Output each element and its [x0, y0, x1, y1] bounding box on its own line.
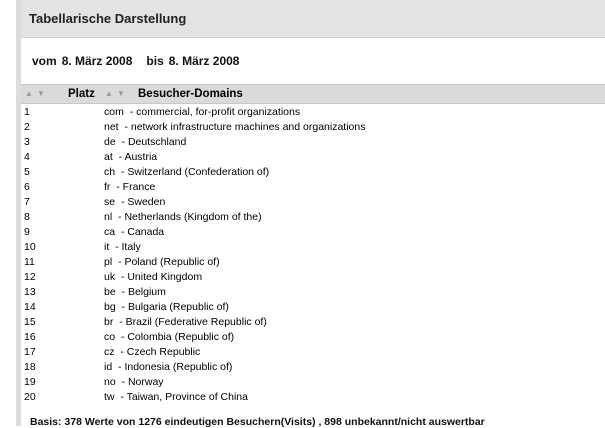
rank-cell: 5	[24, 165, 30, 178]
domains-table	[21, 84, 605, 404]
domain-cell	[101, 209, 605, 224]
table-row	[21, 254, 605, 269]
table-row	[21, 389, 605, 404]
domain-name: - Sweden	[120, 195, 166, 208]
domain-cell	[101, 149, 605, 164]
domain-cell	[101, 374, 605, 389]
domain-code: uk	[104, 270, 116, 283]
arrow-up-icon[interactable]: ▲	[105, 89, 113, 98]
domain-name: - Brazil (Federative Republic of)	[119, 315, 267, 328]
domain-cell	[101, 134, 605, 149]
column-label-rank: Platz	[68, 88, 95, 100]
domain-code: co	[104, 330, 116, 343]
range-from-date: 8. März 2008	[61, 54, 133, 68]
table-row	[21, 119, 605, 134]
domain-code: bg	[104, 300, 116, 313]
table-row	[21, 194, 605, 209]
rank-cell: 8	[24, 210, 30, 223]
domain-cell	[101, 119, 605, 134]
table-row	[21, 224, 605, 239]
arrow-down-icon[interactable]: ▼	[117, 89, 125, 98]
domain-cell	[101, 299, 605, 314]
domain-name: - Colombia (Republic of)	[120, 330, 235, 343]
rank-cell: 6	[24, 180, 30, 193]
domain-name: - commercial, for-profit organizations	[129, 105, 301, 118]
domain-cell	[101, 179, 605, 194]
domain-code: pl	[104, 255, 113, 268]
range-from-label: vom	[32, 54, 57, 68]
rank-cell: 7	[24, 195, 30, 208]
domain-code: com	[104, 105, 124, 118]
domain-code: be	[104, 285, 116, 298]
rank-cell: 10	[24, 240, 36, 253]
domain-name: - Netherlands (Kingdom of the)	[118, 210, 262, 223]
table-header-row	[21, 85, 605, 104]
domain-code: ch	[104, 165, 116, 178]
rank-cell: 20	[24, 390, 36, 403]
domain-name: - Taiwan, Province of China	[120, 390, 248, 403]
domain-name: - Bulgaria (Republic of)	[121, 300, 229, 313]
rank-cell: 15	[24, 315, 36, 328]
domain-cell	[101, 314, 605, 329]
domain-cell	[101, 224, 605, 239]
domain-name: - Norway	[121, 375, 164, 388]
domain-code: at	[104, 150, 113, 163]
domain-cell	[101, 344, 605, 359]
rank-cell: 12	[24, 270, 36, 283]
domain-code: cz	[104, 345, 115, 358]
table-row	[21, 314, 605, 329]
rank-cell: 2	[24, 120, 30, 133]
domain-name: - United Kingdom	[120, 270, 203, 283]
domain-name: - Canada	[120, 225, 165, 238]
domain-cell	[101, 269, 605, 284]
arrow-down-icon[interactable]: ▼	[37, 89, 45, 98]
domain-code: de	[104, 135, 116, 148]
domain-cell	[101, 284, 605, 299]
rank-cell: 11	[24, 255, 35, 268]
rank-cell: 18	[24, 360, 36, 373]
domain-code: no	[104, 375, 116, 388]
domain-code: tw	[104, 390, 115, 403]
table-row	[21, 104, 605, 120]
table-row	[21, 269, 605, 284]
domain-cell	[101, 389, 605, 404]
domain-cell	[101, 239, 605, 254]
sort-controls-domain	[104, 89, 126, 99]
rank-cell: 14	[24, 300, 36, 313]
column-label-domain: Besucher-Domains	[138, 88, 243, 100]
table-row	[21, 344, 605, 359]
table-row	[21, 374, 605, 389]
domain-name: - Belgium	[121, 285, 166, 298]
date-range	[21, 54, 605, 68]
domain-code: net	[104, 120, 119, 133]
column-header-rank	[21, 85, 101, 104]
range-to-date: 8. März 2008	[168, 54, 240, 68]
domain-cell	[101, 104, 605, 120]
table-row	[21, 164, 605, 179]
rank-cell: 4	[24, 150, 30, 163]
rank-cell: 3	[24, 135, 30, 148]
domain-name: - France	[116, 180, 156, 193]
rank-cell: 13	[24, 285, 36, 298]
arrow-up-icon[interactable]: ▲	[25, 89, 33, 98]
table-row	[21, 329, 605, 344]
rank-cell: 16	[24, 330, 36, 343]
domain-cell	[101, 164, 605, 179]
table-row	[21, 149, 605, 164]
domain-cell	[101, 359, 605, 374]
domain-name: - Poland (Republic of)	[118, 255, 220, 268]
domain-code: ca	[104, 225, 116, 238]
table-row	[21, 299, 605, 314]
sort-controls-rank	[24, 89, 46, 99]
domain-name: - Italy	[115, 240, 141, 253]
column-header-domain	[101, 85, 605, 104]
domain-code: it	[104, 240, 110, 253]
table-row	[21, 359, 605, 374]
table-row	[21, 209, 605, 224]
rank-cell: 17	[24, 345, 36, 358]
table-body	[21, 104, 605, 405]
rank-cell: 9	[24, 225, 30, 238]
domain-name: - Czech Republic	[120, 345, 201, 358]
domain-name: - Indonesia (Republic of)	[118, 360, 233, 373]
domain-code: se	[104, 195, 116, 208]
rank-cell: 1	[24, 105, 30, 118]
domain-code: nl	[104, 210, 113, 223]
domain-name: - network infrastructure machines and organizations	[124, 120, 366, 133]
domain-cell	[101, 254, 605, 269]
domain-cell	[101, 194, 605, 209]
domain-code: fr	[104, 180, 111, 193]
domain-name: - Austria	[118, 150, 158, 163]
basis-note: Basis: 378 Werte von 1276 eindeutigen Besuchern(Visits) , 898 unbekannt/nicht auswertbar	[30, 416, 485, 428]
domain-code: id	[104, 360, 113, 373]
domain-code: br	[104, 315, 114, 328]
domain-name: - Deutschland	[121, 135, 187, 148]
table-row	[21, 284, 605, 299]
table-row	[21, 179, 605, 194]
domain-name: - Switzerland (Confederation of)	[120, 165, 270, 178]
panel-title: Tabellarische Darstellung	[21, 0, 605, 38]
rank-cell: 19	[24, 375, 36, 388]
stats-panel	[21, 0, 605, 426]
domain-cell	[101, 329, 605, 344]
range-to-label: bis	[146, 54, 164, 68]
table-row	[21, 134, 605, 149]
table-row	[21, 239, 605, 254]
